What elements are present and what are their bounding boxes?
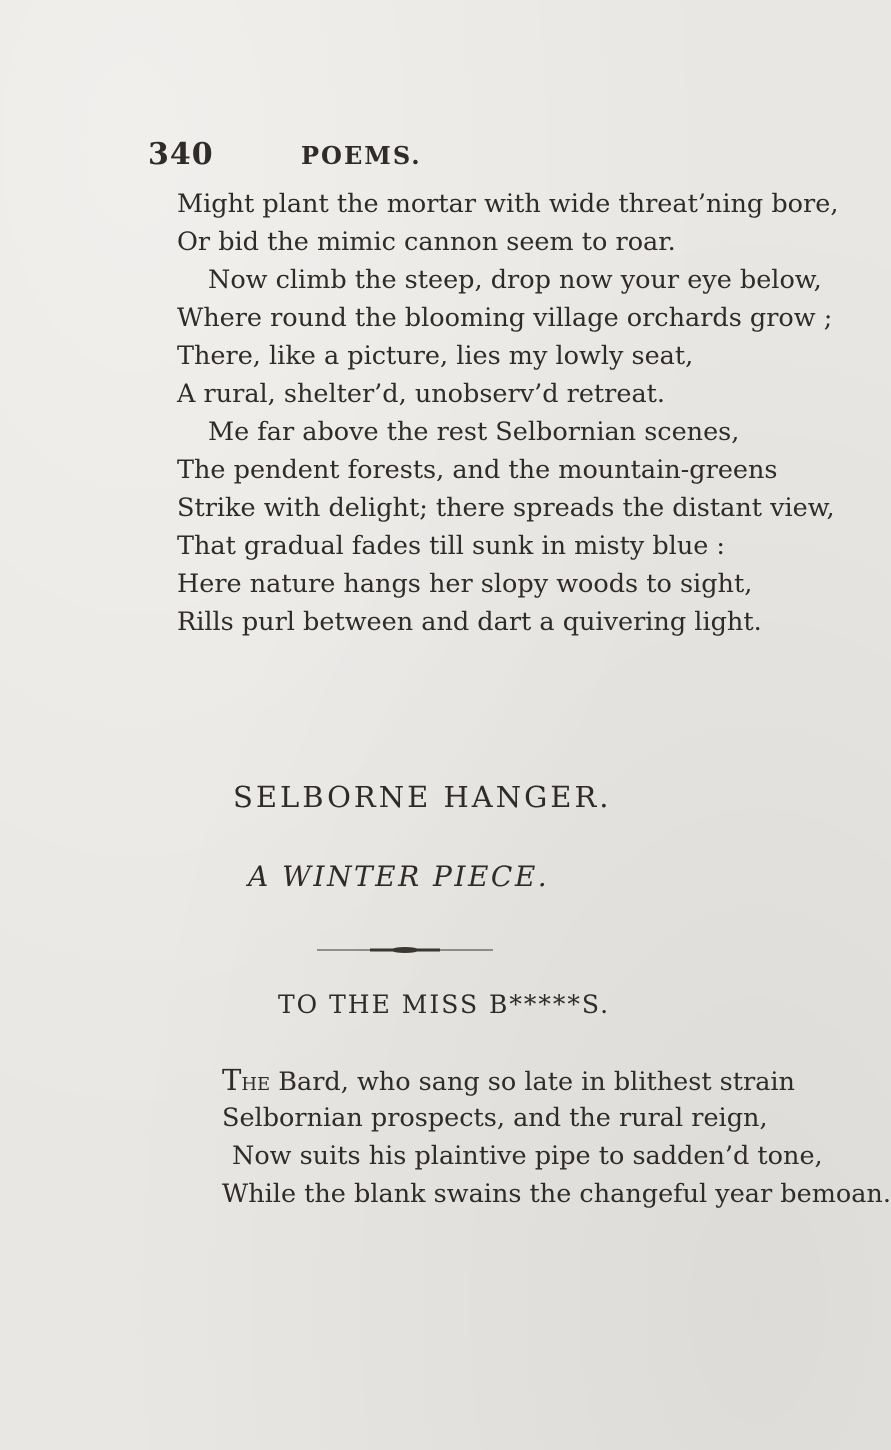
- poem-line: A rural, shelter’d, unobserv’d retreat.: [177, 379, 666, 409]
- poem-line: There, like a picture, lies my lowly seat,: [177, 341, 694, 371]
- poem-subtitle: A WINTER PIECE.: [248, 860, 550, 893]
- initial-letter: T: [222, 1063, 242, 1097]
- poem-line: Where round the blooming village orchards grow ;: [177, 303, 833, 333]
- poem-line: Selbornian prospects, and the rural reign,: [222, 1103, 768, 1133]
- poem-line: That gradual fades till sunk in misty blue :: [177, 531, 726, 561]
- poem-line: Or bid the mimic cannon seem to roar.: [177, 227, 676, 257]
- poem-title: SELBORNE HANGER.: [233, 780, 612, 814]
- poem-line: Now suits his plaintive pipe to sadden’d tone,: [232, 1141, 823, 1171]
- poem-line: The pendent forests, and the mountain-greens: [177, 455, 778, 485]
- poem-line: Rills purl between and dart a quivering light.: [177, 607, 762, 637]
- poem-line: Here nature hangs her slopy woods to sight,: [177, 569, 753, 599]
- page-number: 340: [148, 137, 214, 172]
- dedication: TO THE MISS B*****S.: [278, 990, 611, 1019]
- poem-line: Me far above the rest Selbornian scenes,: [208, 417, 740, 447]
- ornamental-rule: [315, 944, 495, 956]
- running-title: POEMS.: [301, 141, 422, 170]
- poem-first-line: [222, 1065, 795, 1097]
- running-head: [148, 137, 708, 177]
- initial-smallcaps: he: [241, 1067, 271, 1097]
- poem-line: While the blank swains the changeful year bemoan.: [222, 1179, 891, 1209]
- first-line-rest: Bard, who sang so late in blithest strain: [270, 1067, 795, 1097]
- poem-line: Strike with delight; there spreads the distant view,: [177, 493, 835, 523]
- poem-line: Might plant the mortar with wide threat’ning bore,: [177, 189, 839, 219]
- poem-line: Now climb the steep, drop now your eye below,: [208, 265, 822, 295]
